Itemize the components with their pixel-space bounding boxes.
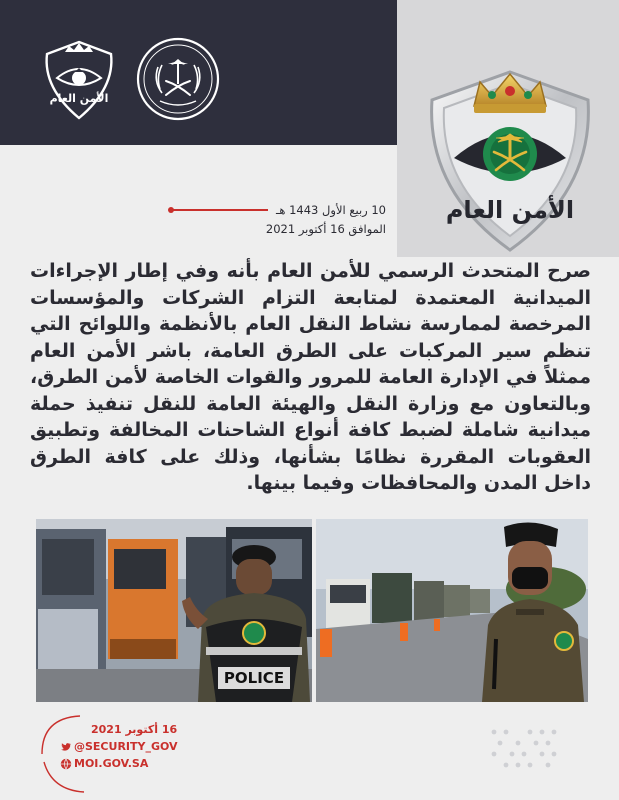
globe-icon: [60, 758, 72, 770]
hijri-date: 10 ربيع الأول 1443 هـ: [276, 203, 386, 217]
date-divider-dot: [168, 207, 174, 213]
public-security-shield-icon: [410, 60, 610, 255]
saudi-emblem-icon: [136, 37, 220, 121]
police-vest-label: POLICE: [223, 669, 285, 687]
statement-text: صرح المتحدث الرسمي للأمن العام بأنه وفي إطار الإجراءات الميدانية المعتمدة لمتابعة التزام الشركات والمؤسسات المرخصة لممارسة نشاط النقل العام بالأنظمة واللوائح التي تنظم سير المركبات على الطرق العامة، باشر الأمن العام ممثلاً في الإدارة العامة للمرور والقوات الخاصة لأمن الطرق، وبالتعاون مع وزارة النقل والهيئة العامة للنقل تنفيذ حملة ميدانية شاملة لضبط كافة أنواع الشاحنات المخالفة وتطبيق العقوبات المقررة نظامًا بشأنها، وذلك على كافة الطرق داخل المدن والمحافظات وفيما بينها.: [30, 260, 591, 494]
website-link[interactable]: MOI.GOV.SA: [74, 757, 149, 770]
twitter-handle[interactable]: @SECURITY_GOV: [74, 740, 178, 753]
photo-officer-front: [316, 519, 588, 702]
footer-date: 16 أكتوبر 2021: [91, 723, 178, 736]
twitter-icon: [60, 741, 72, 753]
shield-text: الأمن العام: [445, 196, 575, 224]
dot-pattern: [488, 726, 560, 772]
public-security-logo-small-icon: [35, 36, 123, 124]
gregorian-date: الموافق 16 أكتوبر 2021: [265, 222, 386, 236]
logo-small-text: الأمن العام: [49, 92, 109, 105]
photo-officer-back: [36, 519, 312, 702]
date-block: [186, 201, 386, 239]
